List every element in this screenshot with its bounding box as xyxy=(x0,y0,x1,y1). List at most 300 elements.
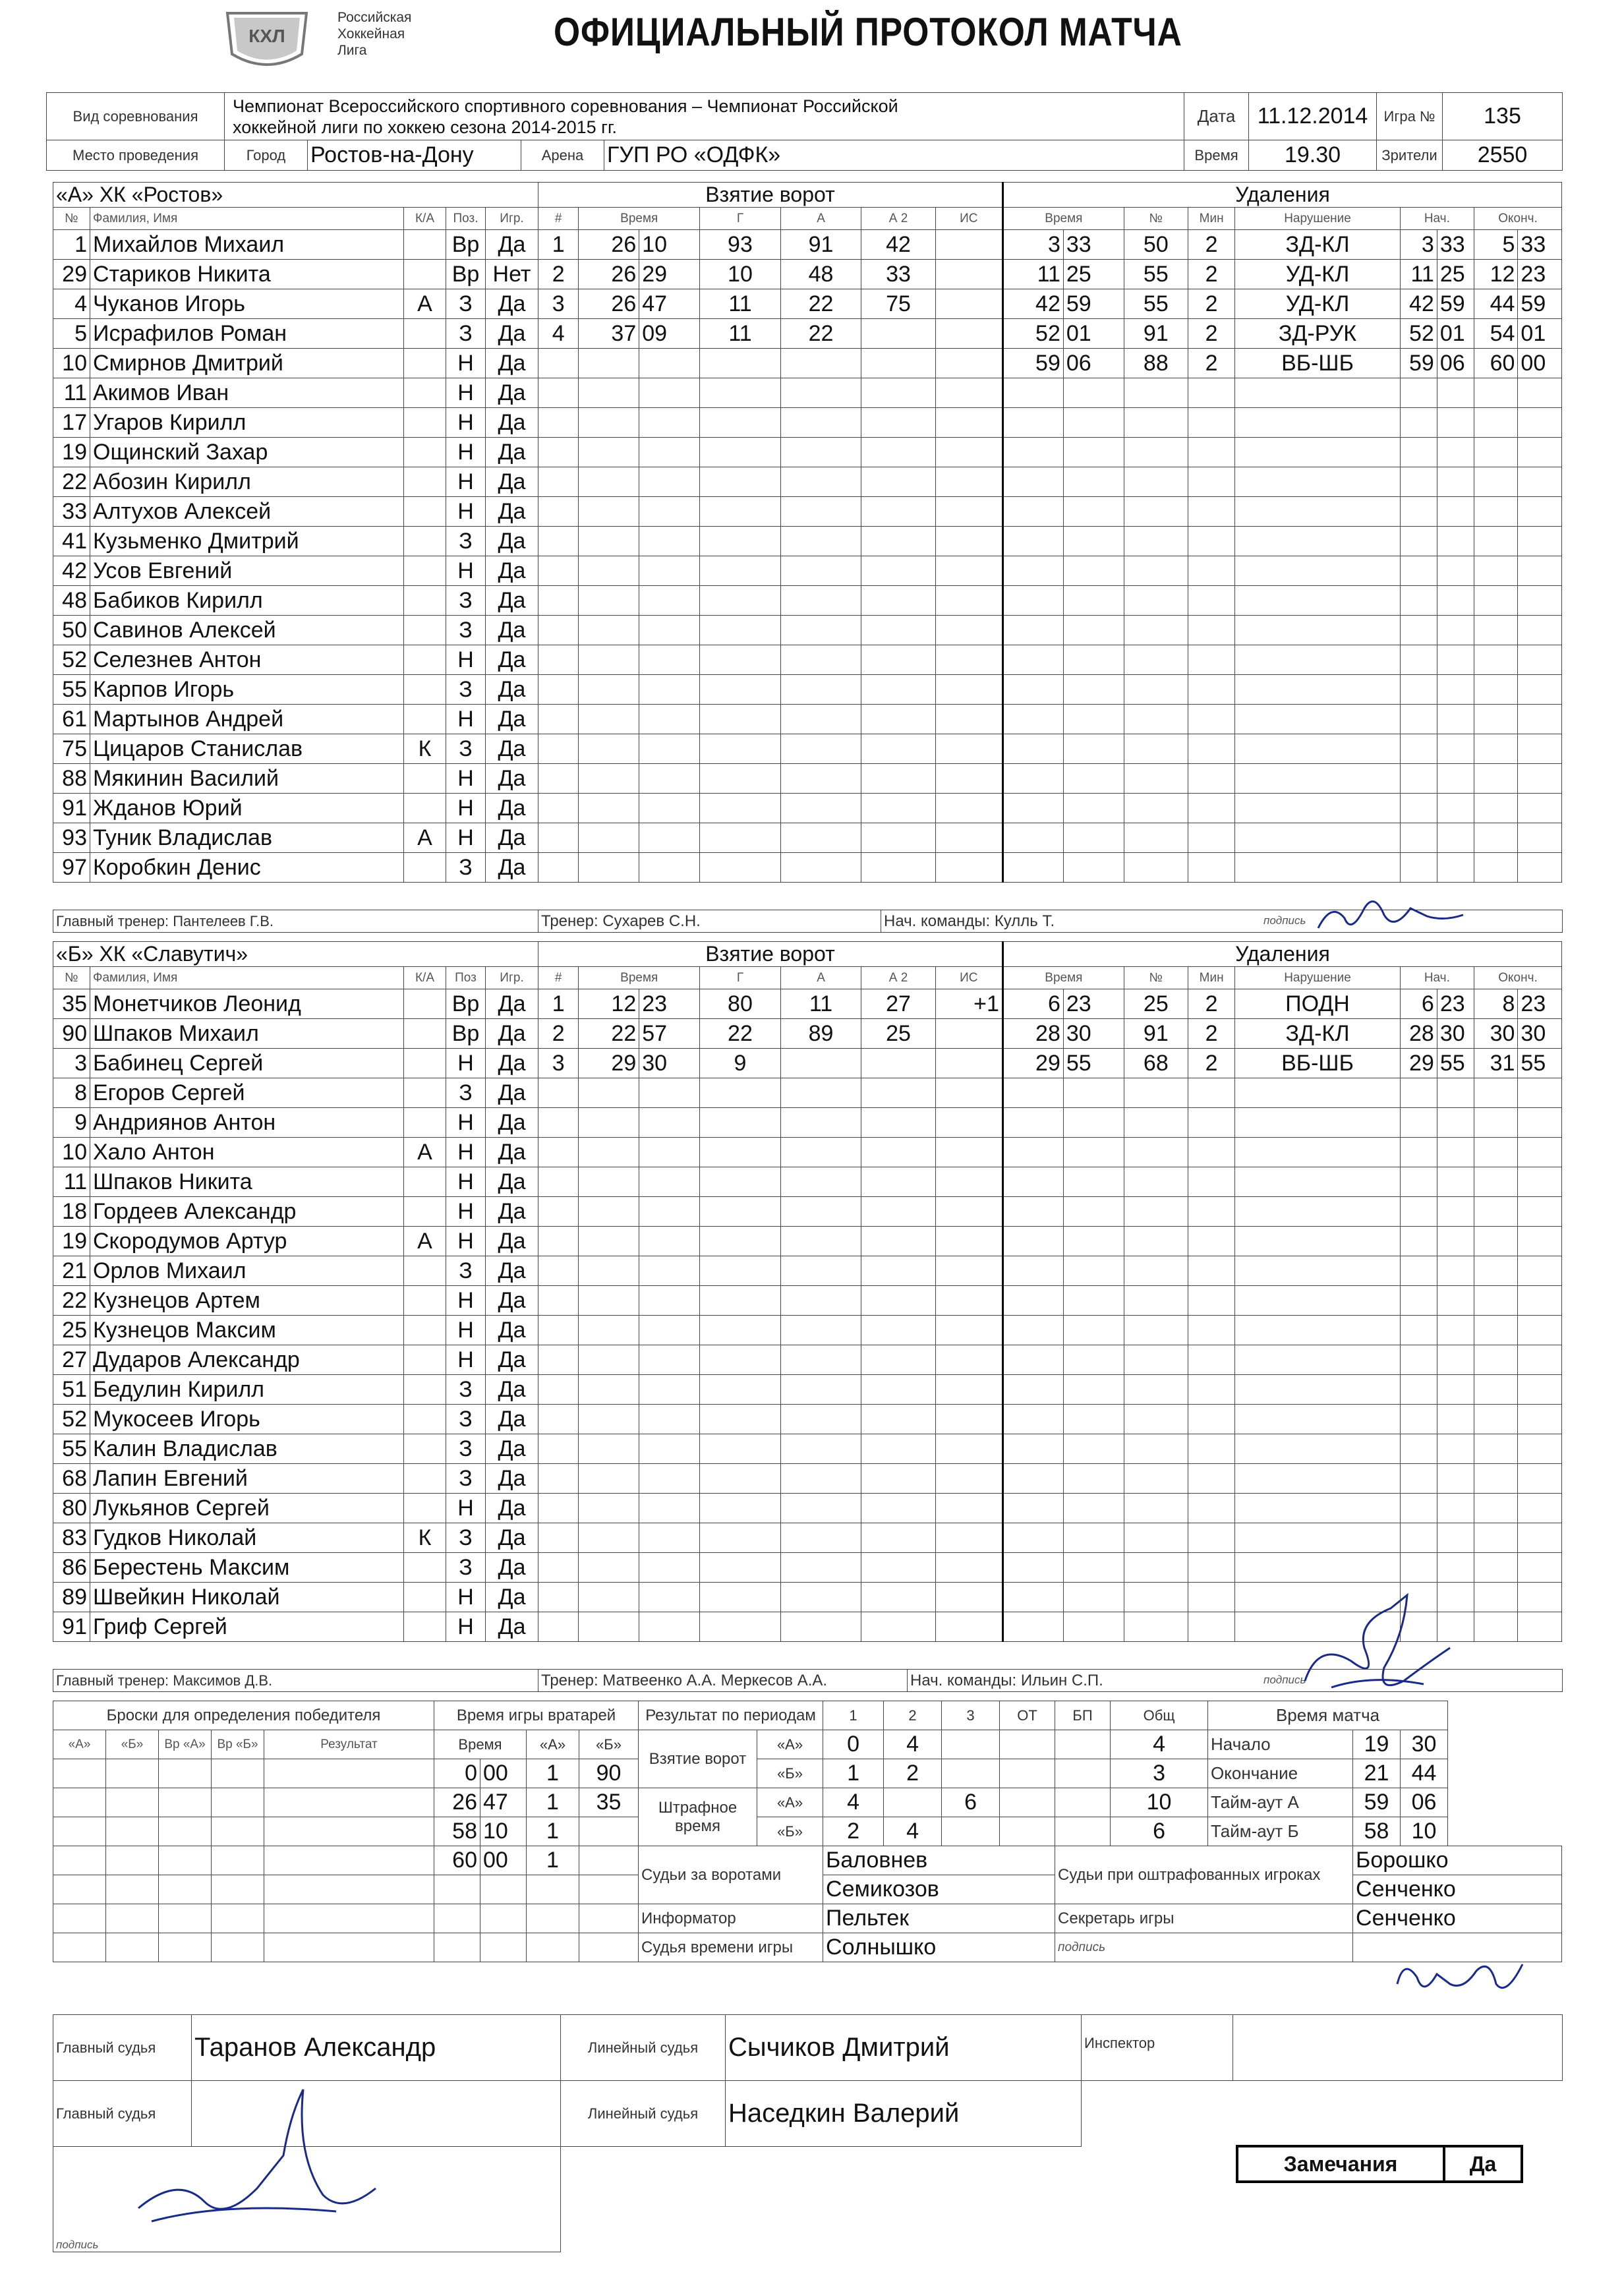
event-row xyxy=(538,1078,1562,1108)
goal-situation xyxy=(935,1227,1002,1256)
gk-row-4-a: 1 xyxy=(527,1846,579,1875)
player-name: Селезнев Антон xyxy=(90,645,404,675)
penalty-infraction xyxy=(1235,1494,1400,1523)
penalty-start-sec xyxy=(1437,497,1474,527)
penalty-start-sec xyxy=(1437,645,1474,675)
goal-number: 2 xyxy=(538,1019,579,1049)
player-captaincy xyxy=(404,794,446,823)
player-number: 33 xyxy=(53,497,90,527)
goals-a-ot xyxy=(1000,1730,1055,1759)
penalty-player xyxy=(1124,1494,1188,1523)
player-name: Гордеев Александр xyxy=(90,1197,404,1227)
goal-scorer: 22 xyxy=(700,1019,781,1049)
player-captaincy xyxy=(404,527,446,556)
penalty-start-min xyxy=(1400,675,1437,705)
city-label: Город xyxy=(225,140,308,171)
goal-scorer xyxy=(700,349,781,378)
penalty-time-min xyxy=(1002,1434,1063,1464)
gk-row-4-b xyxy=(579,1846,639,1875)
player-captaincy xyxy=(404,853,446,883)
goal-time-min xyxy=(579,527,639,556)
penalty-player xyxy=(1124,705,1188,734)
goal-time-min xyxy=(579,1375,639,1405)
goal-scorer xyxy=(700,764,781,794)
player-row xyxy=(53,764,538,794)
penalty-time-min xyxy=(1002,527,1063,556)
gk-row-4-mm: 60 xyxy=(434,1846,480,1875)
penalty-end-min xyxy=(1474,408,1518,438)
penalty-time-sec xyxy=(1063,705,1124,734)
goal-number xyxy=(538,408,579,438)
timeout-a-label: Тайм-аут А xyxy=(1208,1788,1353,1817)
penalty-time-sec: 55 xyxy=(1063,1049,1124,1078)
penalty-end-min: 12 xyxy=(1474,260,1518,289)
penalty-time-min xyxy=(1002,1612,1063,1642)
penalty-time-min: 52 xyxy=(1002,319,1063,349)
player-position: З xyxy=(446,527,486,556)
col-play: Игр. xyxy=(486,967,538,989)
penalty-end-sec xyxy=(1518,1108,1562,1138)
penalty-end-min xyxy=(1474,1375,1518,1405)
penalty-start-sec xyxy=(1437,1464,1474,1494)
penalty-start-min xyxy=(1400,1167,1437,1197)
goal-scorer xyxy=(700,1553,781,1583)
penalty-minutes xyxy=(1188,408,1235,438)
player-row xyxy=(53,1108,538,1138)
penalty-end-sec xyxy=(1518,1256,1562,1286)
penalty-time-sec xyxy=(1063,1227,1124,1256)
goal-number: 1 xyxy=(538,989,579,1019)
goal-assist-1 xyxy=(780,1138,861,1167)
goal-time-sec xyxy=(639,705,700,734)
col-pen-num: № xyxy=(1124,967,1188,989)
player-captaincy xyxy=(404,319,446,349)
player-number: 18 xyxy=(53,1197,90,1227)
penalty-time-sec xyxy=(1063,1494,1124,1523)
pim-b-total: 6 xyxy=(1111,1817,1208,1846)
player-position: Н xyxy=(446,1286,486,1316)
goal-situation xyxy=(935,1523,1002,1553)
player-captaincy xyxy=(404,1434,446,1464)
penalty-end-min xyxy=(1474,1138,1518,1167)
goal-scorer xyxy=(700,1434,781,1464)
player-position: З xyxy=(446,1434,486,1464)
penalty-start-sec: 30 xyxy=(1437,1019,1474,1049)
player-number: 86 xyxy=(53,1553,90,1583)
goal-time-sec xyxy=(639,616,700,645)
penalty-player xyxy=(1124,1405,1188,1434)
player-captaincy xyxy=(404,556,446,586)
referee-2-label: Главный судья xyxy=(53,2081,192,2147)
goal-scorer xyxy=(700,675,781,705)
col-name: Фамилия, Имя xyxy=(90,208,404,230)
goal-time-min: 12 xyxy=(579,989,639,1019)
col-play: Игр. xyxy=(486,208,538,230)
penalty-time-sec xyxy=(1063,438,1124,467)
goal-number xyxy=(538,497,579,527)
penalty-time-sec xyxy=(1063,1375,1124,1405)
event-row xyxy=(538,1286,1562,1316)
player-played: Да xyxy=(486,1108,538,1138)
col-pen-start: Нач. xyxy=(1400,208,1474,230)
period-pim-tag-a: «А» xyxy=(757,1788,823,1817)
penalty-player xyxy=(1124,527,1188,556)
goal-time-min xyxy=(579,1405,639,1434)
penalty-player xyxy=(1124,408,1188,438)
penalty-end-min xyxy=(1474,1256,1518,1286)
period-pim-label: Штрафное время xyxy=(639,1788,757,1846)
penalty-end-min xyxy=(1474,764,1518,794)
goal-assist-2 xyxy=(861,1464,935,1494)
player-number: 51 xyxy=(53,1375,90,1405)
penalty-minutes: 2 xyxy=(1188,989,1235,1019)
player-position: З xyxy=(446,1553,486,1583)
goal-assist-1 xyxy=(780,1464,861,1494)
goal-assist-1 xyxy=(780,1612,861,1642)
goal-situation xyxy=(935,1405,1002,1434)
col-goal-situation: ИС xyxy=(935,208,1002,230)
penalty-start-min xyxy=(1400,853,1437,883)
match-start-mm: 30 xyxy=(1401,1730,1448,1759)
goal-number xyxy=(538,853,579,883)
player-number: 52 xyxy=(53,645,90,675)
player-played: Да xyxy=(486,1316,538,1345)
penalty-infraction xyxy=(1235,1553,1400,1583)
penalty-end-sec xyxy=(1518,497,1562,527)
penalty-start-min xyxy=(1400,734,1437,764)
penalty-infraction: ВБ-ШБ xyxy=(1235,349,1400,378)
penalty-start-sec xyxy=(1437,705,1474,734)
goal-time-min xyxy=(579,853,639,883)
penalty-infraction xyxy=(1235,1286,1400,1316)
goal-scorer xyxy=(700,1138,781,1167)
penalty-start-min xyxy=(1400,1108,1437,1138)
col-assist-1: А xyxy=(780,967,861,989)
penalty-start-sec: 23 xyxy=(1437,989,1474,1019)
player-row xyxy=(53,378,538,408)
player-name: Кузнецов Максим xyxy=(90,1316,404,1345)
player-captaincy xyxy=(404,764,446,794)
pim-b-p1: 2 xyxy=(823,1817,884,1846)
goal-scorer xyxy=(700,1375,781,1405)
player-number: 89 xyxy=(53,1583,90,1612)
player-row xyxy=(53,438,538,467)
event-row xyxy=(538,1019,1562,1049)
player-position: З xyxy=(446,1375,486,1405)
player-number: 19 xyxy=(53,438,90,467)
goals-header-b: Взятие ворот xyxy=(538,942,1003,967)
penalty-end-min xyxy=(1474,1464,1518,1494)
goal-assist-1 xyxy=(780,675,861,705)
player-name: Жданов Юрий xyxy=(90,794,404,823)
penalty-start-min xyxy=(1400,1345,1437,1375)
penalty-player xyxy=(1124,497,1188,527)
shootout-header: БП xyxy=(1055,1701,1111,1730)
penalty-infraction xyxy=(1235,794,1400,823)
goal-scorer xyxy=(700,586,781,616)
penalty-time-sec xyxy=(1063,734,1124,764)
goal-number xyxy=(538,1612,579,1642)
goal-assist-1: 22 xyxy=(780,319,861,349)
goal-assist-2 xyxy=(861,527,935,556)
goal-assist-2 xyxy=(861,1494,935,1523)
periods-label: Результат по периодам xyxy=(639,1701,823,1730)
penalty-player xyxy=(1124,675,1188,705)
player-number: 19 xyxy=(53,1227,90,1256)
goal-time-sec xyxy=(639,1494,700,1523)
penalty-start-sec xyxy=(1437,1434,1474,1464)
player-row xyxy=(53,1286,538,1316)
goal-situation xyxy=(935,586,1002,616)
goal-scorer xyxy=(700,1345,781,1375)
player-number: 91 xyxy=(53,1612,90,1642)
goal-assist-2 xyxy=(861,319,935,349)
goal-situation xyxy=(935,1612,1002,1642)
penalty-start-sec xyxy=(1437,794,1474,823)
penalty-start-min xyxy=(1400,645,1437,675)
goal-assist-2 xyxy=(861,1583,935,1612)
match-time-label: Время матча xyxy=(1208,1701,1448,1730)
player-position: З xyxy=(446,1405,486,1434)
penalty-infraction xyxy=(1235,1375,1400,1405)
penalty-start-sec xyxy=(1437,408,1474,438)
penalty-end-min xyxy=(1474,1345,1518,1375)
player-position: Н xyxy=(446,1612,486,1642)
penalty-minutes xyxy=(1188,764,1235,794)
player-name: Мякинин Василий xyxy=(90,764,404,794)
penalty-start-sec xyxy=(1437,1078,1474,1108)
player-played: Да xyxy=(486,853,538,883)
penalty-end-sec xyxy=(1518,1078,1562,1108)
penalty-minutes xyxy=(1188,794,1235,823)
goal-scorer xyxy=(700,1167,781,1197)
penalty-start-min xyxy=(1400,497,1437,527)
player-name: Ощинский Захар xyxy=(90,438,404,467)
goal-scorer xyxy=(700,645,781,675)
team-a-coach: Тренер: Сухарев С.Н. xyxy=(538,910,881,933)
league-logo xyxy=(218,8,316,77)
player-row xyxy=(53,319,538,349)
venue-label: Место проведения xyxy=(47,140,225,171)
referee-signature xyxy=(125,2076,402,2241)
penalty-time-sec xyxy=(1063,645,1124,675)
timeout-a-ss: 06 xyxy=(1401,1788,1448,1817)
event-row xyxy=(538,260,1562,289)
player-captaincy xyxy=(404,616,446,645)
player-captaincy xyxy=(404,1167,446,1197)
penalty-player xyxy=(1124,1583,1188,1612)
pim-b-p3 xyxy=(942,1817,1000,1846)
penalty-start-min xyxy=(1400,1316,1437,1345)
penalty-time-sec: 25 xyxy=(1063,260,1124,289)
penalty-start-sec xyxy=(1437,1197,1474,1227)
goal-assist-1 xyxy=(780,1286,861,1316)
goal-judge-2: Семикозов xyxy=(823,1875,1055,1904)
penalty-player xyxy=(1124,1345,1188,1375)
penalty-start-sec xyxy=(1437,675,1474,705)
goal-situation xyxy=(935,616,1002,645)
goal-scorer: 11 xyxy=(700,289,781,319)
col-assist-1: А xyxy=(780,208,861,230)
penalty-end-min xyxy=(1474,1227,1518,1256)
penalty-infraction xyxy=(1235,705,1400,734)
remarks-value: Да xyxy=(1469,2151,1497,2176)
penalty-time-sec: 01 xyxy=(1063,319,1124,349)
goal-number xyxy=(538,675,579,705)
goals-a-p3 xyxy=(942,1730,1000,1759)
goal-situation xyxy=(935,260,1002,289)
player-played: Да xyxy=(486,1078,538,1108)
goal-time-min: 22 xyxy=(579,1019,639,1049)
goal-number xyxy=(538,823,579,853)
pim-a-so xyxy=(1055,1788,1111,1817)
penalty-start-sec xyxy=(1437,1405,1474,1434)
goal-situation xyxy=(935,1256,1002,1286)
player-row xyxy=(53,1494,538,1523)
penalty-time-min xyxy=(1002,734,1063,764)
player-row xyxy=(53,1138,538,1167)
penalty-minutes: 2 xyxy=(1188,349,1235,378)
goal-situation xyxy=(935,1583,1002,1612)
penalty-minutes xyxy=(1188,1078,1235,1108)
penalty-infraction xyxy=(1235,467,1400,497)
goal-number xyxy=(538,1553,579,1583)
goal-time-min xyxy=(579,1167,639,1197)
penalty-minutes xyxy=(1188,497,1235,527)
col-number: № xyxy=(53,967,90,989)
penalty-time-sec xyxy=(1063,556,1124,586)
penalty-player xyxy=(1124,1108,1188,1138)
pim-b-ot xyxy=(1000,1817,1055,1846)
goals-a-so xyxy=(1055,1730,1111,1759)
penalty-start-sec xyxy=(1437,1256,1474,1286)
penalty-end-sec: 00 xyxy=(1518,349,1562,378)
timekeeper-value: Солнышко xyxy=(823,1933,1055,1962)
secretary-signature xyxy=(1391,1951,1529,2004)
goal-situation xyxy=(935,1197,1002,1227)
penalty-minutes xyxy=(1188,1108,1235,1138)
penalty-player xyxy=(1124,734,1188,764)
goal-number xyxy=(538,1375,579,1405)
penalty-time-min xyxy=(1002,1167,1063,1197)
player-played: Да xyxy=(486,1583,538,1612)
player-captaincy xyxy=(404,1464,446,1494)
goal-number xyxy=(538,1256,579,1286)
goal-time-min xyxy=(579,675,639,705)
col-goal-time: Время xyxy=(579,967,700,989)
player-row xyxy=(53,497,538,527)
goal-time-min xyxy=(579,1553,639,1583)
penalty-start-min xyxy=(1400,556,1437,586)
penalty-time-sec: 33 xyxy=(1063,230,1124,260)
penalty-end-sec xyxy=(1518,1612,1562,1642)
penalty-end-min xyxy=(1474,1494,1518,1523)
penalty-start-sec: 55 xyxy=(1437,1049,1474,1078)
goal-situation xyxy=(935,438,1002,467)
player-played: Да xyxy=(486,705,538,734)
penalty-infraction xyxy=(1235,1078,1400,1108)
player-captaincy xyxy=(404,349,446,378)
penalty-end-min xyxy=(1474,556,1518,586)
penalty-end-sec: 30 xyxy=(1518,1019,1562,1049)
goal-number: 3 xyxy=(538,1049,579,1078)
col-goal-scorer: Г xyxy=(700,967,781,989)
player-played: Да xyxy=(486,1375,538,1405)
goal-time-sec xyxy=(639,1523,700,1553)
player-position: З xyxy=(446,289,486,319)
goal-time-min xyxy=(579,794,639,823)
goal-assist-2 xyxy=(861,1345,935,1375)
team-b-captain: Нач. команды: Ильин С.П. подпись xyxy=(908,1670,1563,1692)
penalty-time-min xyxy=(1002,1197,1063,1227)
goal-time-min xyxy=(579,438,639,467)
player-captaincy xyxy=(404,1108,446,1138)
goal-assist-1: 11 xyxy=(780,989,861,1019)
goals-b-p3 xyxy=(942,1759,1000,1788)
player-name: Калин Владислав xyxy=(90,1434,404,1464)
penalty-time-sec xyxy=(1063,1583,1124,1612)
penalty-end-sec xyxy=(1518,1345,1562,1375)
player-row xyxy=(53,1227,538,1256)
shootout-col-gk-b: Вр «Б» xyxy=(212,1730,264,1759)
player-row xyxy=(53,408,538,438)
goals-b-ot xyxy=(1000,1759,1055,1788)
timeout-b-ss: 10 xyxy=(1401,1817,1448,1846)
player-name: Гриф Сергей xyxy=(90,1612,404,1642)
goal-time-min xyxy=(579,1316,639,1345)
penalty-judges-label: Судьи при оштрафованных игроках xyxy=(1055,1846,1353,1904)
player-position: Н xyxy=(446,1108,486,1138)
goal-time-sec xyxy=(639,1405,700,1434)
goal-assist-1: 48 xyxy=(780,260,861,289)
player-name: Егоров Сергей xyxy=(90,1078,404,1108)
penalty-start-sec xyxy=(1437,1167,1474,1197)
goalie-time-label: Время игры вратарей xyxy=(434,1701,639,1730)
goal-assist-1 xyxy=(780,349,861,378)
player-played: Да xyxy=(486,1167,538,1197)
goal-assist-2 xyxy=(861,1612,935,1642)
penalty-player xyxy=(1124,1227,1188,1256)
goal-assist-2 xyxy=(861,1286,935,1316)
player-captaincy xyxy=(404,1375,446,1405)
player-name: Абозин Кирилл xyxy=(90,467,404,497)
player-number: 10 xyxy=(53,1138,90,1167)
player-captaincy: А xyxy=(404,1138,446,1167)
player-captaincy xyxy=(404,1286,446,1316)
goal-scorer xyxy=(700,794,781,823)
player-row xyxy=(53,1197,538,1227)
penalty-player: 55 xyxy=(1124,289,1188,319)
player-position: Н xyxy=(446,645,486,675)
goal-number xyxy=(538,764,579,794)
secretary-signature-label: подпись xyxy=(1055,1933,1353,1962)
player-position: Н xyxy=(446,349,486,378)
penalty-player: 91 xyxy=(1124,319,1188,349)
goal-assist-2 xyxy=(861,1256,935,1286)
goals-b-p1: 1 xyxy=(823,1759,884,1788)
player-position: Вр xyxy=(446,230,486,260)
team-b-title: «Б» ХК «Славутич» xyxy=(53,942,538,967)
team-a-roster xyxy=(53,182,538,883)
penalty-infraction: ЗД-КЛ xyxy=(1235,1019,1400,1049)
penalty-time-min xyxy=(1002,823,1063,853)
event-row xyxy=(538,1523,1562,1553)
goal-assist-1 xyxy=(780,1494,861,1523)
penalty-end-sec xyxy=(1518,1227,1562,1256)
player-played: Да xyxy=(486,289,538,319)
penalty-end-min xyxy=(1474,1316,1518,1345)
penalty-end-sec xyxy=(1518,527,1562,556)
